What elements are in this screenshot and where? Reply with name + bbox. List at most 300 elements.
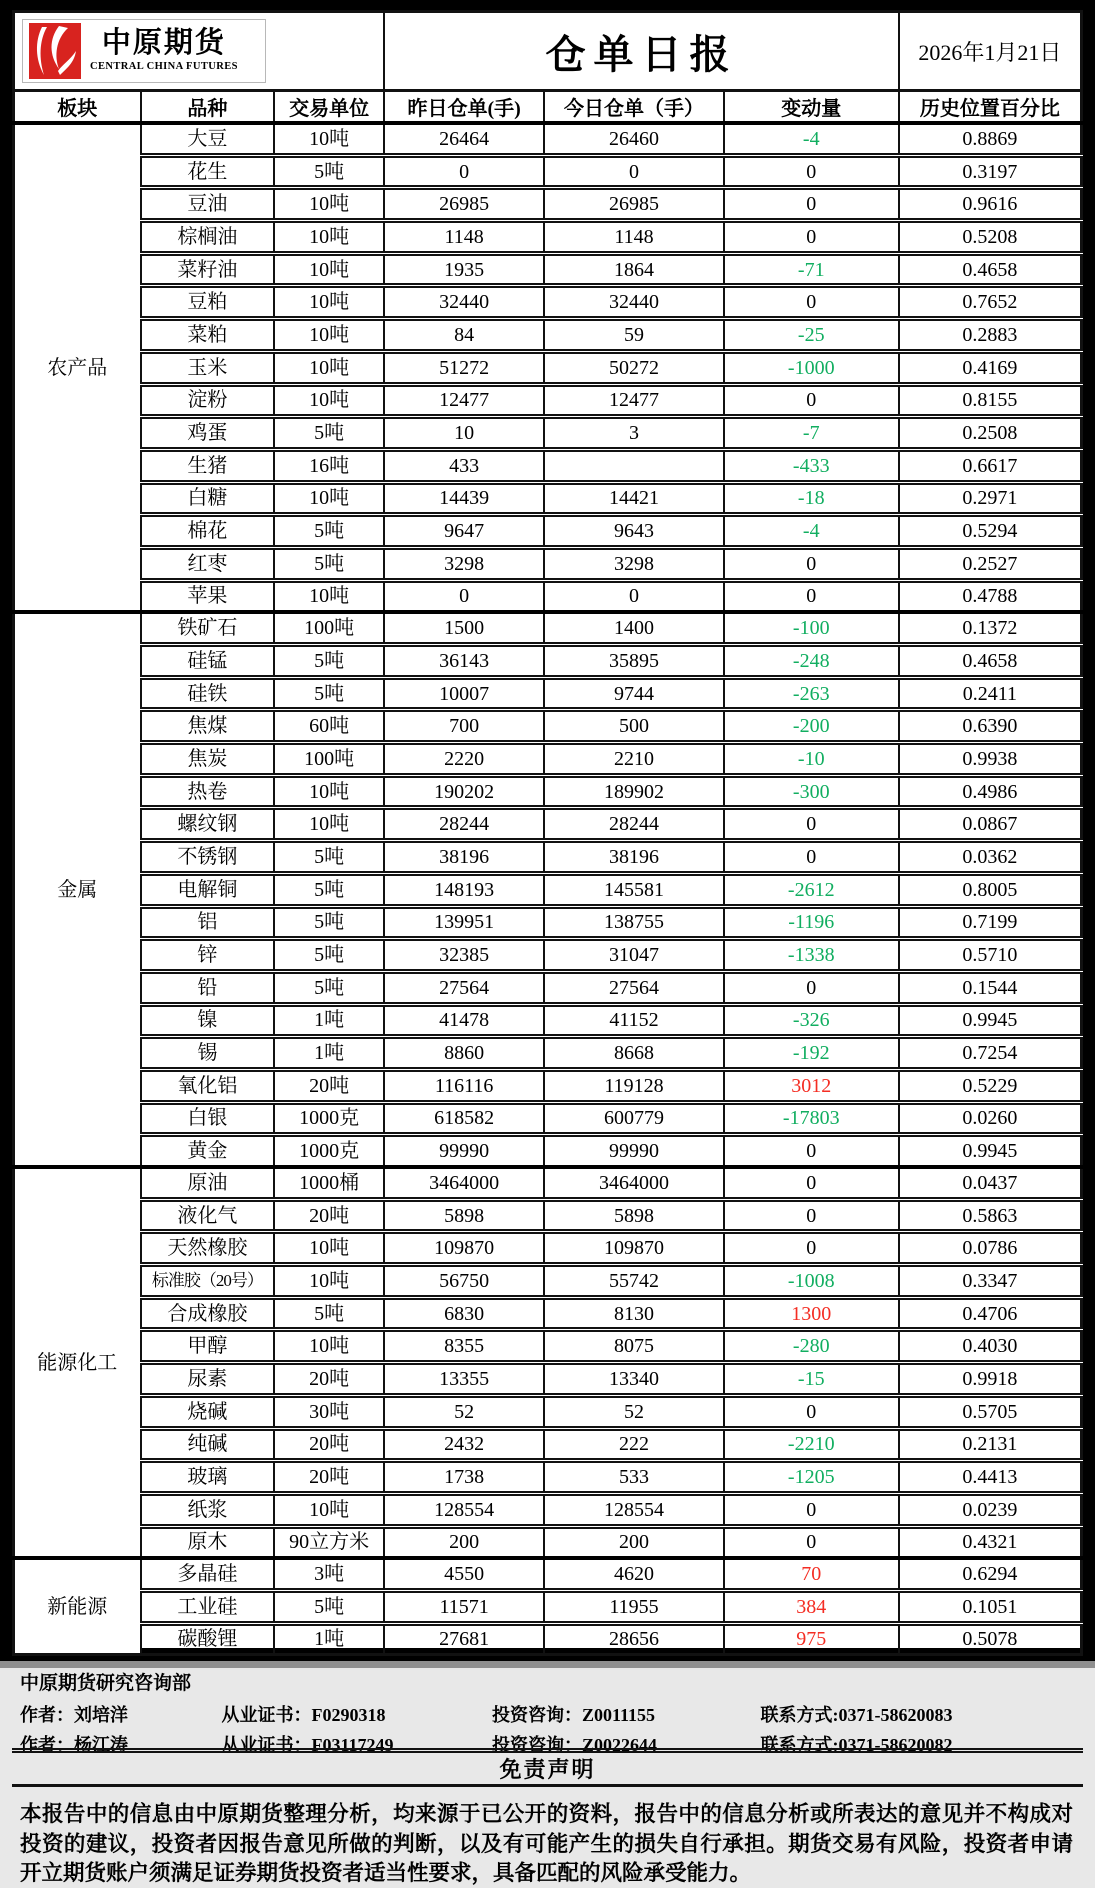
report-title: 仓单日报: [384, 12, 899, 91]
variety-cell: 焦炭: [141, 743, 275, 776]
history-percentile-cell: 0.4658: [899, 645, 1082, 678]
unit-cell: 10吨: [274, 1493, 384, 1526]
table-row: [14, 1590, 1082, 1623]
today-receipts-cell: 109870: [544, 1232, 723, 1265]
history-percentile-cell: 0.5294: [899, 515, 1082, 548]
yesterday-receipts-cell: 0: [384, 155, 544, 188]
today-receipts-cell: 533: [544, 1461, 723, 1494]
unit-cell: 5吨: [274, 1590, 384, 1623]
unit-cell: 10吨: [274, 1232, 384, 1265]
today-receipts-cell: 1148: [544, 221, 723, 254]
unit-cell: 1吨: [274, 1037, 384, 1070]
unit-cell: 1000桶: [274, 1167, 384, 1199]
change-cell: 3012: [724, 1069, 899, 1102]
history-percentile-cell: 0.4030: [899, 1330, 1082, 1363]
unit-cell: 10吨: [274, 351, 384, 384]
change-cell: 975: [724, 1623, 899, 1655]
history-percentile-cell: 0.5705: [899, 1395, 1082, 1428]
change-cell: -4: [724, 515, 899, 548]
unit-cell: 5吨: [274, 677, 384, 710]
unit-cell: 20吨: [274, 1199, 384, 1232]
change-cell: 0: [724, 1526, 899, 1558]
today-receipts-cell: 28244: [544, 808, 723, 841]
variety-cell: 纸浆: [141, 1493, 275, 1526]
table-row: [14, 645, 1082, 678]
history-percentile-cell: 0.6390: [899, 710, 1082, 743]
today-receipts-cell: 35895: [544, 645, 723, 678]
variety-cell: 液化气: [141, 1199, 275, 1232]
variety-cell: 铝: [141, 906, 275, 939]
variety-cell: 烧碱: [141, 1395, 275, 1428]
table-row: [14, 449, 1082, 482]
today-receipts-cell: 2210: [544, 743, 723, 776]
table-row: [14, 482, 1082, 515]
unit-cell: 16吨: [274, 449, 384, 482]
table-row: [14, 612, 1082, 644]
change-cell: 0: [724, 547, 899, 580]
yesterday-receipts-cell: 36143: [384, 645, 544, 678]
change-cell: -25: [724, 319, 899, 352]
today-receipts-cell: 41152: [544, 1004, 723, 1037]
change-cell: 0: [724, 1135, 899, 1167]
today-receipts-cell: 1400: [544, 612, 723, 644]
history-percentile-cell: 0.4788: [899, 580, 1082, 612]
change-cell: -18: [724, 482, 899, 515]
variety-cell: 多晶硅: [141, 1558, 275, 1590]
author-name: 作者：刘培洋: [20, 1705, 128, 1726]
history-percentile-cell: 0.1051: [899, 1590, 1082, 1623]
variety-cell: 电解铜: [141, 873, 275, 906]
author-line: [20, 1701, 1075, 1727]
today-receipts-cell: 32440: [544, 286, 723, 319]
variety-cell: 花生: [141, 155, 275, 188]
today-receipts-cell: 26460: [544, 123, 723, 155]
disclaimer-title: 免责声明: [12, 1748, 1083, 1787]
today-receipts-cell: 27564: [544, 971, 723, 1004]
change-cell: -17803: [724, 1102, 899, 1135]
change-cell: -15: [724, 1363, 899, 1396]
variety-cell: 白糖: [141, 482, 275, 515]
variety-cell: 生猪: [141, 449, 275, 482]
research-department-block: [12, 1656, 1083, 1756]
history-percentile-cell: 0.4986: [899, 775, 1082, 808]
change-cell: 0: [724, 1395, 899, 1428]
table-row: [14, 775, 1082, 808]
company-name-en: CENTRAL CHINA FUTURES: [90, 61, 238, 73]
table-row: [14, 971, 1082, 1004]
change-cell: -1000: [724, 351, 899, 384]
yesterday-receipts-cell: 116116: [384, 1069, 544, 1102]
variety-cell: 菜籽油: [141, 253, 275, 286]
variety-cell: 合成橡胶: [141, 1297, 275, 1330]
variety-cell: 玻璃: [141, 1461, 275, 1494]
unit-cell: 10吨: [274, 1265, 384, 1298]
col-header-change: 变动量: [724, 91, 899, 124]
table-row: [14, 221, 1082, 254]
yesterday-receipts-cell: 6830: [384, 1297, 544, 1330]
history-percentile-cell: 0.4413: [899, 1461, 1082, 1494]
today-receipts-cell: [544, 449, 723, 482]
history-percentile-cell: 0.8155: [899, 384, 1082, 417]
yesterday-receipts-cell: 433: [384, 449, 544, 482]
history-percentile-cell: 0.9616: [899, 188, 1082, 221]
yesterday-receipts-cell: 32440: [384, 286, 544, 319]
yesterday-receipts-cell: 190202: [384, 775, 544, 808]
yesterday-receipts-cell: 139951: [384, 906, 544, 939]
yesterday-receipts-cell: 14439: [384, 482, 544, 515]
column-header-row: [14, 91, 1082, 124]
unit-cell: 20吨: [274, 1363, 384, 1396]
today-receipts-cell: 38196: [544, 841, 723, 874]
author-contact: 联系方式:0371-58620082: [760, 1735, 953, 1756]
variety-cell: 焦煤: [141, 710, 275, 743]
col-header-yesterday: 昨日仓单(手): [384, 91, 544, 124]
change-cell: -100: [724, 612, 899, 644]
change-cell: -280: [724, 1330, 899, 1363]
history-percentile-cell: 0.4169: [899, 351, 1082, 384]
today-receipts-cell: 59: [544, 319, 723, 352]
yesterday-receipts-cell: 618582: [384, 1102, 544, 1135]
history-percentile-cell: 0.9918: [899, 1363, 1082, 1396]
author-contact: 联系方式:0371-58620083: [760, 1705, 953, 1726]
today-receipts-cell: 119128: [544, 1069, 723, 1102]
unit-cell: 5吨: [274, 841, 384, 874]
change-cell: -1196: [724, 906, 899, 939]
unit-cell: 90立方米: [274, 1526, 384, 1558]
change-cell: -10: [724, 743, 899, 776]
unit-cell: 5吨: [274, 939, 384, 972]
change-cell: 0: [724, 841, 899, 874]
change-cell: -326: [724, 1004, 899, 1037]
author-cert: 从业证书：F0290318: [221, 1705, 386, 1726]
today-receipts-cell: 8130: [544, 1297, 723, 1330]
unit-cell: 5吨: [274, 645, 384, 678]
change-cell: 1300: [724, 1297, 899, 1330]
unit-cell: 3吨: [274, 1558, 384, 1590]
history-percentile-cell: 0.0362: [899, 841, 1082, 874]
change-cell: -300: [724, 775, 899, 808]
history-percentile-cell: 0.0260: [899, 1102, 1082, 1135]
variety-cell: 纯碱: [141, 1428, 275, 1461]
today-receipts-cell: 128554: [544, 1493, 723, 1526]
variety-cell: 豆粕: [141, 286, 275, 319]
author-advisory: 投资咨询：Z0022644: [492, 1735, 658, 1756]
unit-cell: 10吨: [274, 384, 384, 417]
department-name: 中原期货研究咨询部: [20, 1673, 192, 1695]
author-cert: 从业证书：F03117249: [221, 1735, 394, 1756]
company-logo: [22, 19, 266, 83]
variety-cell: 氧化铝: [141, 1069, 275, 1102]
yesterday-receipts-cell: 11571: [384, 1590, 544, 1623]
yesterday-receipts-cell: 9647: [384, 515, 544, 548]
unit-cell: 5吨: [274, 547, 384, 580]
table-row: [14, 1461, 1082, 1494]
table-row: [14, 351, 1082, 384]
yesterday-receipts-cell: 84: [384, 319, 544, 352]
today-receipts-cell: 222: [544, 1428, 723, 1461]
report-header-row: [14, 12, 1082, 91]
yesterday-receipts-cell: 148193: [384, 873, 544, 906]
history-percentile-cell: 0.0239: [899, 1493, 1082, 1526]
table-row: [14, 1265, 1082, 1298]
today-receipts-cell: 3298: [544, 547, 723, 580]
variety-cell: 工业硅: [141, 1590, 275, 1623]
change-cell: -2210: [724, 1428, 899, 1461]
history-percentile-cell: 0.4706: [899, 1297, 1082, 1330]
today-receipts-cell: 31047: [544, 939, 723, 972]
yesterday-receipts-cell: 5898: [384, 1199, 544, 1232]
variety-cell: 棕榈油: [141, 221, 275, 254]
yesterday-receipts-cell: 28244: [384, 808, 544, 841]
change-cell: -2612: [724, 873, 899, 906]
unit-cell: 10吨: [274, 286, 384, 319]
change-cell: -1338: [724, 939, 899, 972]
col-header-unit: 交易单位: [274, 91, 384, 124]
yesterday-receipts-cell: 51272: [384, 351, 544, 384]
table-row: [14, 1395, 1082, 1428]
table-row: [14, 1004, 1082, 1037]
history-percentile-cell: 0.5710: [899, 939, 1082, 972]
unit-cell: 100吨: [274, 743, 384, 776]
change-cell: 0: [724, 1232, 899, 1265]
variety-cell: 硅铁: [141, 677, 275, 710]
variety-cell: 大豆: [141, 123, 275, 155]
today-receipts-cell: 0: [544, 155, 723, 188]
variety-cell: 苹果: [141, 580, 275, 612]
yesterday-receipts-cell: 41478: [384, 1004, 544, 1037]
change-cell: 0: [724, 1199, 899, 1232]
table-row: [14, 677, 1082, 710]
yesterday-receipts-cell: 1738: [384, 1461, 544, 1494]
variety-cell: 黄金: [141, 1135, 275, 1167]
col-header-today: 今日仓单（手）: [544, 91, 723, 124]
table-row: [14, 286, 1082, 319]
change-cell: 0: [724, 155, 899, 188]
table-row: [14, 906, 1082, 939]
yesterday-receipts-cell: 0: [384, 580, 544, 612]
author-name: 作者：杨江涛: [20, 1735, 128, 1756]
variety-cell: 甲醇: [141, 1330, 275, 1363]
variety-cell: 天然橡胶: [141, 1232, 275, 1265]
today-receipts-cell: 145581: [544, 873, 723, 906]
table-row: [14, 1493, 1082, 1526]
variety-cell: 碳酸锂: [141, 1623, 275, 1655]
table-row: [14, 123, 1082, 155]
today-receipts-cell: 99990: [544, 1135, 723, 1167]
today-receipts-cell: 4620: [544, 1558, 723, 1590]
col-header-variety: 品种: [141, 91, 275, 124]
variety-cell: 菜粕: [141, 319, 275, 352]
change-cell: 0: [724, 384, 899, 417]
logo-cell: [14, 12, 385, 91]
today-receipts-cell: 5898: [544, 1199, 723, 1232]
variety-cell: 螺纹钢: [141, 808, 275, 841]
variety-cell: 硅锰: [141, 645, 275, 678]
company-name: [90, 29, 238, 73]
yesterday-receipts-cell: 27564: [384, 971, 544, 1004]
table-row: [14, 1135, 1082, 1167]
yesterday-receipts-cell: 2220: [384, 743, 544, 776]
today-receipts-cell: 500: [544, 710, 723, 743]
unit-cell: 10吨: [274, 221, 384, 254]
unit-cell: 10吨: [274, 775, 384, 808]
unit-cell: 5吨: [274, 417, 384, 450]
unit-cell: 10吨: [274, 1330, 384, 1363]
history-percentile-cell: 0.2131: [899, 1428, 1082, 1461]
history-percentile-cell: 0.0786: [899, 1232, 1082, 1265]
variety-cell: 锡: [141, 1037, 275, 1070]
history-percentile-cell: 0.7652: [899, 286, 1082, 319]
unit-cell: 1吨: [274, 1623, 384, 1655]
variety-cell: 白银: [141, 1102, 275, 1135]
history-percentile-cell: 0.4658: [899, 253, 1082, 286]
unit-cell: 10吨: [274, 482, 384, 515]
change-cell: -263: [724, 677, 899, 710]
change-cell: 384: [724, 1590, 899, 1623]
history-percentile-cell: 0.1372: [899, 612, 1082, 644]
change-cell: -4: [724, 123, 899, 155]
unit-cell: 5吨: [274, 515, 384, 548]
table-row: [14, 939, 1082, 972]
table-row: [14, 1428, 1082, 1461]
history-percentile-cell: 0.2971: [899, 482, 1082, 515]
table-row: [14, 1330, 1082, 1363]
today-receipts-cell: 50272: [544, 351, 723, 384]
today-receipts-cell: 0: [544, 580, 723, 612]
today-receipts-cell: 1864: [544, 253, 723, 286]
variety-cell: 原油: [141, 1167, 275, 1199]
table-row: [14, 188, 1082, 221]
unit-cell: 10吨: [274, 188, 384, 221]
today-receipts-cell: 13340: [544, 1363, 723, 1396]
table-row: [14, 580, 1082, 612]
yesterday-receipts-cell: 10007: [384, 677, 544, 710]
table-row: [14, 1037, 1082, 1070]
today-receipts-cell: 11955: [544, 1590, 723, 1623]
col-header-history: 历史位置百分比: [899, 91, 1082, 124]
history-percentile-cell: 0.2411: [899, 677, 1082, 710]
today-receipts-cell: 9643: [544, 515, 723, 548]
table-row: [14, 743, 1082, 776]
unit-cell: 20吨: [274, 1428, 384, 1461]
history-percentile-cell: 0.2508: [899, 417, 1082, 450]
variety-cell: 鸡蛋: [141, 417, 275, 450]
col-header-sector: 板块: [14, 91, 141, 124]
variety-cell: 热卷: [141, 775, 275, 808]
change-cell: -71: [724, 253, 899, 286]
change-cell: 70: [724, 1558, 899, 1590]
history-percentile-cell: 0.3347: [899, 1265, 1082, 1298]
history-percentile-cell: 0.7254: [899, 1037, 1082, 1070]
today-receipts-cell: 14421: [544, 482, 723, 515]
history-percentile-cell: 0.3197: [899, 155, 1082, 188]
variety-cell: 不锈钢: [141, 841, 275, 874]
history-percentile-cell: 0.8005: [899, 873, 1082, 906]
unit-cell: 20吨: [274, 1069, 384, 1102]
sector-label: 新能源: [14, 1558, 141, 1655]
change-cell: -1205: [724, 1461, 899, 1494]
change-cell: 0: [724, 808, 899, 841]
history-percentile-cell: 0.0437: [899, 1167, 1082, 1199]
yesterday-receipts-cell: 200: [384, 1526, 544, 1558]
change-cell: -192: [724, 1037, 899, 1070]
history-percentile-cell: 0.9938: [899, 743, 1082, 776]
warehouse-receipt-table: [12, 10, 1083, 1656]
unit-cell: 5吨: [274, 971, 384, 1004]
unit-cell: 10吨: [274, 319, 384, 352]
yesterday-receipts-cell: 3298: [384, 547, 544, 580]
table-row: [14, 253, 1082, 286]
unit-cell: 100吨: [274, 612, 384, 644]
company-logo-icon: [29, 23, 81, 79]
yesterday-receipts-cell: 109870: [384, 1232, 544, 1265]
variety-cell: 淀粉: [141, 384, 275, 417]
table-row: [14, 547, 1082, 580]
yesterday-receipts-cell: 8860: [384, 1037, 544, 1070]
table-row: [14, 1623, 1082, 1655]
today-receipts-cell: 9744: [544, 677, 723, 710]
change-cell: 0: [724, 188, 899, 221]
unit-cell: 10吨: [274, 580, 384, 612]
history-percentile-cell: 0.6617: [899, 449, 1082, 482]
today-receipts-cell: 52: [544, 1395, 723, 1428]
today-receipts-cell: 8668: [544, 1037, 723, 1070]
table-row: [14, 873, 1082, 906]
variety-cell: 铁矿石: [141, 612, 275, 644]
history-percentile-cell: 0.4321: [899, 1526, 1082, 1558]
today-receipts-cell: 200: [544, 1526, 723, 1558]
unit-cell: 10吨: [274, 123, 384, 155]
yesterday-receipts-cell: 4550: [384, 1558, 544, 1590]
change-cell: 0: [724, 221, 899, 254]
table-row: [14, 1297, 1082, 1330]
unit-cell: 5吨: [274, 1297, 384, 1330]
unit-cell: 10吨: [274, 808, 384, 841]
sector-label: 金属: [14, 612, 141, 1167]
unit-cell: 20吨: [274, 1461, 384, 1494]
variety-cell: 镍: [141, 1004, 275, 1037]
today-receipts-cell: 12477: [544, 384, 723, 417]
history-percentile-cell: 0.5229: [899, 1069, 1082, 1102]
today-receipts-cell: 55742: [544, 1265, 723, 1298]
today-receipts-cell: 8075: [544, 1330, 723, 1363]
yesterday-receipts-cell: 38196: [384, 841, 544, 874]
change-cell: 0: [724, 580, 899, 612]
report-date: 2026年1月21日: [899, 12, 1082, 91]
history-percentile-cell: 0.1544: [899, 971, 1082, 1004]
window-bottom-edge: [0, 1661, 1095, 1668]
today-receipts-cell: 3: [544, 417, 723, 450]
history-percentile-cell: 0.2527: [899, 547, 1082, 580]
variety-cell: 红枣: [141, 547, 275, 580]
history-percentile-cell: 0.5208: [899, 221, 1082, 254]
today-receipts-cell: 3464000: [544, 1167, 723, 1199]
history-percentile-cell: 0.0867: [899, 808, 1082, 841]
unit-cell: 5吨: [274, 873, 384, 906]
disclaimer-text: 本报告中的信息由中原期货整理分析，均来源于已公开的资料，报告中的信息分析或所表达的意见并不构成对投资的建议，投资者因报告意见所做的判断，以及有可能产生的损失自行承担。期货交易有风险，投资者申请开立期货账户须满足证券期货投资者适当性要求，具备匹配的风险承受能力。: [20, 1802, 1073, 1885]
history-percentile-cell: 0.7199: [899, 906, 1082, 939]
history-percentile-cell: 0.5078: [899, 1623, 1082, 1655]
change-cell: 0: [724, 286, 899, 319]
yesterday-receipts-cell: 32385: [384, 939, 544, 972]
table-row: [14, 417, 1082, 450]
yesterday-receipts-cell: 700: [384, 710, 544, 743]
yesterday-receipts-cell: 2432: [384, 1428, 544, 1461]
unit-cell: 5吨: [274, 155, 384, 188]
history-percentile-cell: 0.5863: [899, 1199, 1082, 1232]
table-row: [14, 1102, 1082, 1135]
change-cell: -200: [724, 710, 899, 743]
